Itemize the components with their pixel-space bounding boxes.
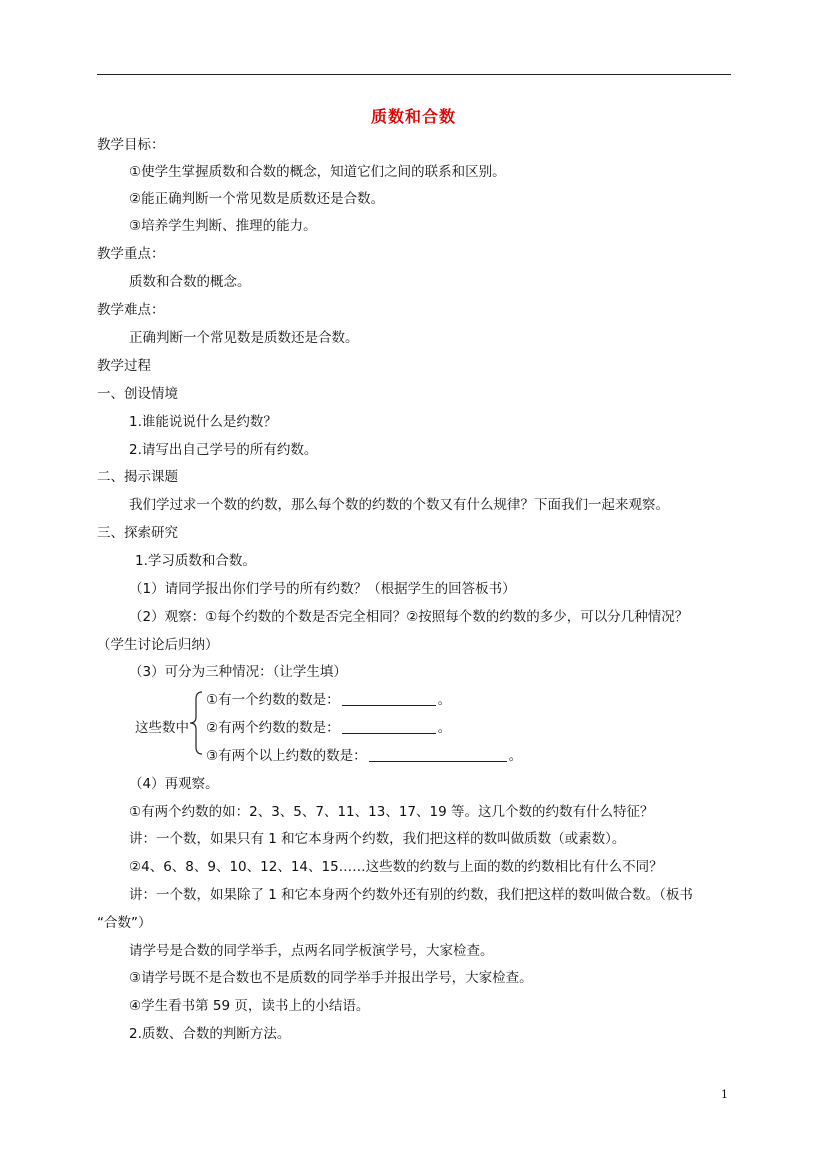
difficulty-heading: 教学难点：	[97, 302, 165, 318]
paragraph: 我们学过求一个数的约数，那么每个数的约数的个数又有什么规律？下面我们一起来观察。	[129, 497, 669, 513]
paragraph: 请学号是合数的同学举手，点两名同学板演学号，大家检查。	[129, 943, 494, 959]
case-label: ③有两个以上约数的数是：	[206, 748, 367, 764]
paragraph: （学生讨论后归纳）	[97, 637, 219, 653]
objective-item: ①使学生掌握质数和合数的概念，知道它们之间的联系和区别。	[129, 164, 506, 180]
page-number: 1	[721, 1088, 728, 1101]
process-heading: 教学过程	[97, 358, 151, 374]
paragraph: 讲：一个数，如果只有 1 和它本身两个约数，我们把这样的数叫做质数（或素数）。	[129, 831, 626, 847]
case-end: 。	[508, 748, 523, 764]
list-item: 1.谁能说说什么是约数？	[129, 414, 277, 430]
section-heading: 一、创设情境	[97, 386, 178, 402]
case-line	[206, 718, 451, 738]
curly-brace	[188, 691, 204, 755]
paragraph: （2）观察：①每个约数的个数是否完全相同？②按照每个数的约数的多少，可以分几种情况？	[129, 609, 689, 625]
subsection-title: 1.学习质数和合数。	[135, 553, 256, 569]
objectives-heading: 教学目标：	[97, 137, 165, 153]
paragraph: （4）再观察。	[129, 776, 219, 792]
paragraph: （3）可分为三种情况：（让学生填）	[129, 664, 347, 680]
case-label: ②有两个约数的数是：	[206, 720, 340, 736]
section-heading: 二、揭示课题	[97, 469, 178, 485]
difficulty-text: 正确判断一个常见数是质数还是合数。	[129, 330, 359, 346]
case-line	[206, 690, 451, 710]
objective-item: ②能正确判断一个常见数是质数还是合数。	[129, 191, 385, 207]
document-title: 质数和合数	[370, 107, 456, 126]
key-point-text: 质数和合数的概念。	[129, 274, 251, 290]
case-end: 。	[437, 720, 452, 736]
paragraph: “合数”）	[97, 915, 152, 931]
paragraph: ③请学号既不是合数也不是质数的同学举手并报出学号，大家检查。	[129, 970, 533, 986]
paragraph: 讲：一个数，如果除了 1 和它本身两个约数外还有别的约数，我们把这样的数叫做合数。（板书	[129, 887, 693, 903]
paragraph: ④学生看书第 59 页，读书上的小结语。	[129, 998, 370, 1014]
case-line	[206, 746, 522, 766]
answer-blank[interactable]	[342, 691, 436, 706]
header-rule	[97, 74, 731, 75]
key-point-heading: 教学重点：	[97, 246, 165, 262]
objective-item: ③培养学生判断、推理的能力。	[129, 218, 317, 234]
answer-blank[interactable]	[369, 747, 507, 762]
case-label: ①有一个约数的数是：	[206, 692, 340, 708]
brace-label: 这些数中	[135, 720, 189, 736]
case-end: 。	[437, 692, 452, 708]
paragraph: ①有两个约数的如：2、3、5、7、11、13、17、19 等。这几个数的约数有什么特征？	[129, 804, 654, 820]
answer-blank[interactable]	[342, 719, 436, 734]
section-heading: 三、探索研究	[97, 525, 178, 541]
paragraph: （1）请同学报出你们学号的所有约数？（根据学生的回答板书）	[129, 581, 516, 597]
paragraph: ②4、6、8、9、10、12、14、15……这些数的约数与上面的数的约数相比有什么不同？	[129, 859, 663, 875]
subsection-title: 2.质数、合数的判断方法。	[129, 1026, 291, 1042]
list-item: 2.请写出自己学号的所有约数。	[129, 442, 318, 458]
